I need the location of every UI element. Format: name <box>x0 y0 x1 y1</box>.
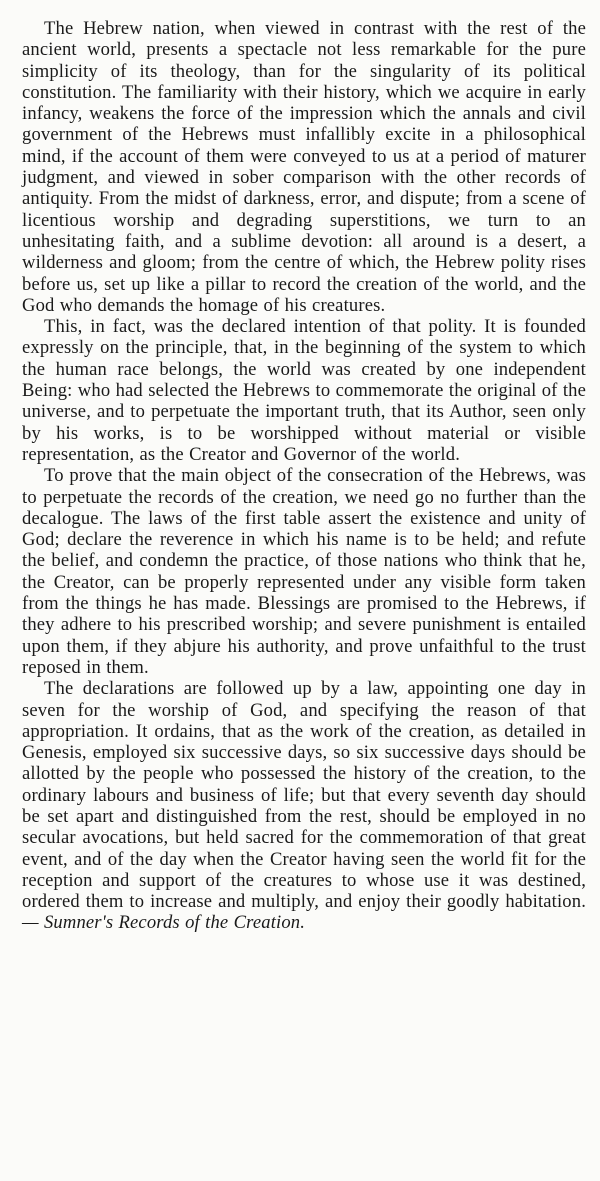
paragraph-decalogue: To prove that the main object of the consecration of the Hebrews, was to perpetuate the records of the creation, we need go no further than the decalogue. The laws of the first table assert the existence and unity of God; declare the reverence in which his name is to be held; and refute the belief, and condemn the practice, of those nations who think that he, the Creator, can be properly represented under any visible form taken from the things he has made. Blessings are promised to the Hebrews, if they adhere to his prescribed worship; and severe punishment is entailed upon them, if they abjure his authority, and prove unfaithful to the trust reposed in them. <box>22 465 586 678</box>
paragraph-seventh-day <box>22 678 586 934</box>
paragraph-seventh-day-text: The declarations are followed up by a law, appointing one day in seven for the worship of God, and specifying the reason of that appropriation. It ordains, that as the work of the creation, as detailed in Genesis, employed six successive days, so six successive days should be allotted by the people who possessed the history of the creation, to the ordinary labours and business of life; but that every seventh day should be set apart and distinguished from the rest, should be employed in no secular avocations, but held sacred for the commemoration of that great event, and of the day when the Creator having seen the world fit for the reception and support of the creatures to whose use it was destined, ordered them to increase and multiply, and enjoy their goodly habitation. <box>22 678 586 913</box>
paragraph-declared-intention: This, in fact, was the declared intention of that polity. It is founded expressly on the principle, that, in the beginning of the system to which the human race belongs, the world was created by one independent Being: who had selected the Hebrews to commemorate the original of the universe, and to perpetuate the important truth, that its Author, seen only by his works, is to be worshipped without material or visible representation, as the Creator and Governor of the world. <box>22 316 586 465</box>
source-attribution: — Sumner's Records of the Creation. <box>22 912 306 934</box>
paragraph-hebrew-nation: The Hebrew nation, when viewed in contrast with the rest of the ancient world, presents a spectacle not less remarkable for the pure simplicity of its theology, than for the singularity of its political constitution. The familiarity with their history, which we acquire in early infancy, weakens the force of the impression which the annals and civil government of the Hebrews must infallibly excite in a philosophical mind, if the account of them were conveyed to us at a period of maturer judgment, and viewed in sober comparison with the other records of antiquity. From the midst of darkness, error, and dispute; from a scene of licentious worship and degrading superstitions, we turn to an unhesitating faith, and a sublime devotion: all around is a desert, a wilderness and gloom; from the centre of which, the Hebrew polity rises before us, set up like a pillar to record the creation of the world, and the God who demands the homage of his creatures. <box>22 18 586 316</box>
article-body <box>22 18 586 934</box>
